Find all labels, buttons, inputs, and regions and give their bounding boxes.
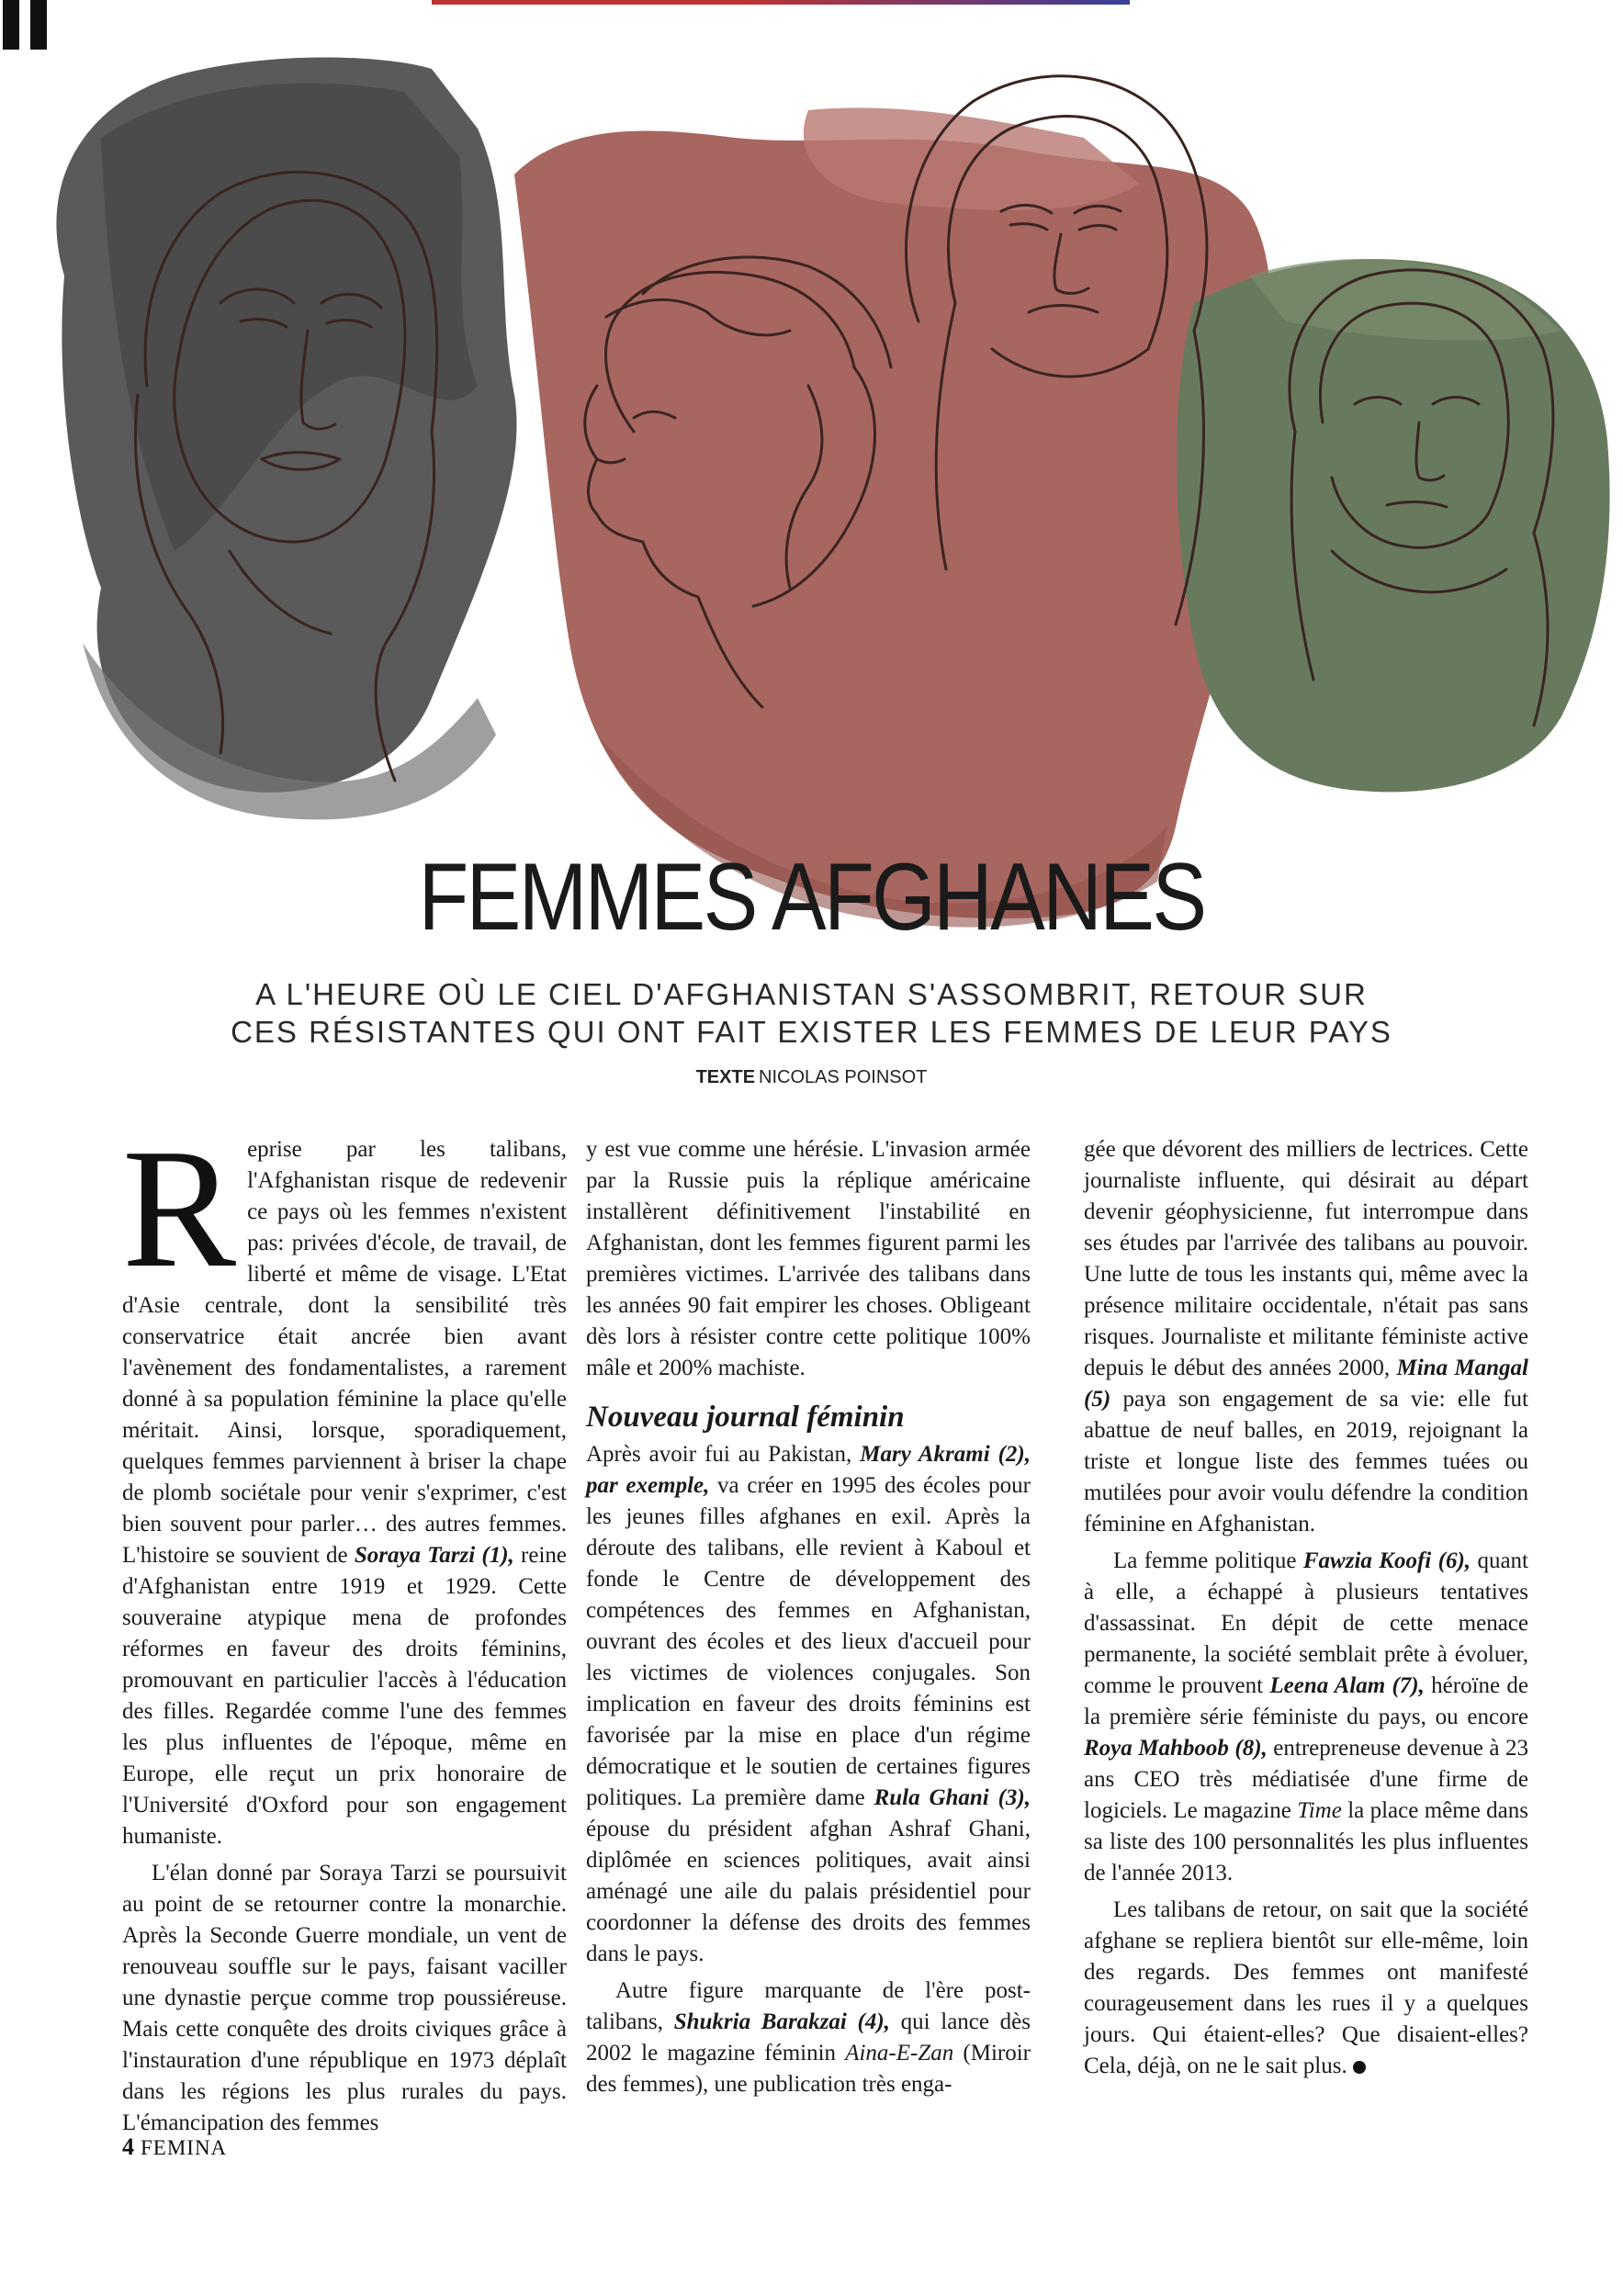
- end-of-article-icon: [1353, 2061, 1366, 2074]
- page-number: 4: [122, 2133, 135, 2160]
- article-body: [122, 1114, 1529, 2135]
- byline-author: NICOLAS POINSOT: [759, 1067, 928, 1087]
- paragraph: [1084, 1895, 1528, 2082]
- paragraph: L'élan donné par Soraya Tarzi se poursuivit au point de se retourner contre la monarchie. Après la Seconde Guerre mondiale, un vent de renouveau souffle sur le pays, faisant vaciller une dynastie perçue comme trop poussiéreuse. Mais cette conquête des droits civiques grâce à l'instauration d'une république en 1973 déplaît dans les régions les plus rurales du pays. L'émancipation des femmes: [122, 1861, 567, 2135]
- person-name: Leena Alam (7),: [1269, 1673, 1425, 1698]
- page-folio: [122, 2133, 227, 2161]
- subtitle-line-2: CES RÉSISTANTES QUI ONT FAIT EXISTER LES FEMMES DE LEUR PAYS: [231, 1015, 1392, 1050]
- paragraph-text: Les talibans de retour, on sait que la société afghane se repliera bientôt sur elle-même, loin des regards. Des femmes ont manifesté courageusement dans les rues il y a quelques jours. Qui étaient-elles? Que disaient-elles? Cela, déjà, on ne le sait plus.: [1084, 1897, 1528, 2078]
- person-name: Rula Ghani (3),: [873, 1785, 1031, 1810]
- person-name: Roya Mahboob (8),: [1084, 1736, 1268, 1761]
- magazine-title: Aina-E-Zan: [845, 2041, 954, 2065]
- paragraph: [1084, 1546, 1528, 1889]
- section-subhead: Nouveau journal féminin: [586, 1401, 905, 1434]
- paragraph: [586, 1975, 1031, 2100]
- rose-paint-patch: [514, 107, 1271, 927]
- paragraph-text: Après avoir fui au Pakistan,: [586, 1442, 861, 1467]
- paragraph-text: gée que dévorent des milliers de lectrices. Cette journaliste influente, qui désirait au départ devenir géophysicienne, fut interrompue dans ses études par l'arrivée des talibans au pouvoir. Une lutte de tous les instants qui, même avec la présence militaire occidentale, n'était pas sans risques. Journaliste et militante féministe active depuis le début des années 2000,: [1084, 1137, 1528, 1380]
- magazine-name: FEMINA: [141, 2136, 228, 2159]
- paragraph-text: eprise par les talibans, l'Afghanistan risque de redevenir ce pays où les femmes n'existent pas: privées d'école, de travail, de liberté et même de visage. L'Etat d'Asie centrale, dont la sensibilité très conservatrice était ancrée bien avant l'avènement des fondamentalistes, a rarement donné à sa population féminine la place qu'elle méritait. Ainsi, lorsque, sporadiquement, quelques femmes parviennent à briser la chape de plomb sociétale pour venir s'exprimer, c'est bien souvent pour parler… des autres femmes. L'histoire se souvient de: [122, 1137, 567, 1568]
- green-paint-patch: [1177, 259, 1609, 793]
- paragraph-text: quant à elle, a échappé à plusieurs tentatives d'assassinat. En dépit de cette menace permanente, la société semblait prête à évoluer, comme le prouvent: [1084, 1548, 1529, 1698]
- paragraph-text: va créer en 1995 des écoles pour les jeunes filles afghanes en exil. Après la déroute des talibans, elle revient à Kaboul et fonde le Centre de développement des compétences des femmes en Afghanistan, ouvrant des écoles et des lieux d'accueil pour les victimes de violences conjugales. Son implication en faveur des droits féminins est favorisée par la mise en place d'un régime démocratique et le soutien de certaines figures politiques. La première dame: [586, 1473, 1031, 1810]
- drop-cap: R: [122, 1114, 237, 1303]
- person-name: Shukria Barakzai (4),: [673, 2009, 890, 2034]
- paragraph-text: la place même dans sa liste des 100 personnalités les plus influentes de l'année 2013.: [1084, 1798, 1528, 1885]
- paragraph-text: héroïne de la première série féministe du pays, ou encore: [1084, 1673, 1529, 1729]
- paragraph: [1084, 1134, 1528, 1540]
- column-3: [1084, 1134, 1528, 2126]
- paragraph-text: Autre figure marquante de l'ère post-talibans,: [586, 1978, 1031, 2034]
- column-1: [122, 1114, 568, 2135]
- person-name: Soraya Tarzi (1),: [354, 1543, 514, 1568]
- byline-label: TEXTE: [695, 1067, 756, 1087]
- paragraph-text: paya son engagement de sa vie: elle fut abattue de neuf balles, en 2019, rejoignant la triste et longue liste des femmes tuées ou mutilées pour avoir voulu défendre la condition féminine en Afghanistan.: [1084, 1387, 1528, 1536]
- person-name: Mina Mangal (5): [1084, 1356, 1528, 1412]
- paragraph: y est vue comme une hérésie. L'invasion armée par la Russie puis la réplique américaine installèrent définitivement l'instabilité en Afghanistan, dont les femmes figurent parmi les premières victimes. L'arrivée des talibans dans les années 90 fait empirer les choses. Obligeant dès lors à résister contre cette politique 100% mâle et 200% machiste.: [586, 1137, 1031, 1380]
- paragraph-text: qui lance dès 2002 le magazine féminin: [586, 2009, 1031, 2065]
- person-name: Mary Akrami (2), par exemple,: [586, 1442, 1031, 1498]
- paragraph-text: La femme politique: [1113, 1548, 1303, 1573]
- paragraph-text: (Miroir des femmes), une publication très enga-: [586, 2041, 1031, 2097]
- paragraph: [122, 1114, 568, 1852]
- column-2: [586, 1134, 1031, 2126]
- paragraph: [586, 1439, 1031, 1970]
- paragraph-text: épouse du président afghan Ashraf Ghani, diplômée en sciences politiques, avait ainsi aménagé une aile du palais présidentiel pour coordonner la défense des droits des femmes dans le pays.: [586, 1817, 1031, 1966]
- article-title: FEMMES AFGHANES: [418, 844, 1205, 951]
- article-subtitle: [184, 975, 1439, 1052]
- byline: [0, 1067, 1623, 1088]
- paragraph-text: reine d'Afghanistan entre 1919 et 1929. Cette souveraine atypique mena de profondes réformes en faveur des droits féminins, promouvant en particulier l'accès à l'éducation des filles. Regardée comme l'une des femmes les plus influentes de l'époque, même en Europe, elle reçut un prix honoraire de l'Université d'Oxford pour son engagement humaniste.: [122, 1543, 568, 1849]
- paragraph-text: entrepreneuse devenue à 23 ans CEO très médiatisée d'une firme de logiciels. Le magazine: [1084, 1736, 1528, 1823]
- portraits-illustration: [0, 0, 1623, 964]
- person-name: Fawzia Koofi (6),: [1302, 1548, 1471, 1573]
- magazine-title: Time: [1297, 1798, 1342, 1823]
- subtitle-line-1: A L'HEURE OÙ LE CIEL D'AFGHANISTAN S'ASSOMBRIT, RETOUR SUR: [255, 977, 1368, 1011]
